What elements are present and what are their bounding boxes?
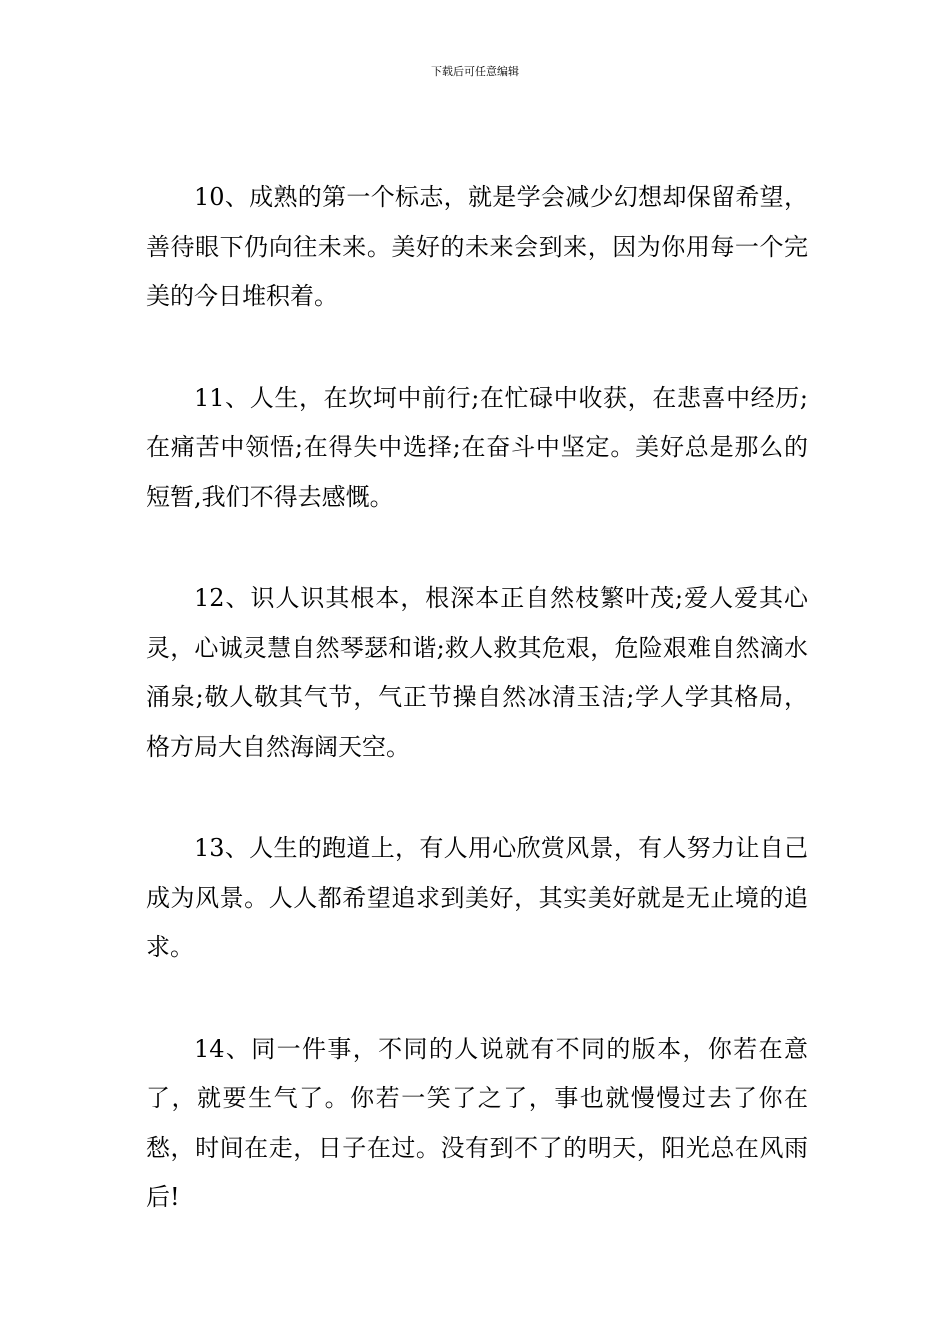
paragraph-10: 10、成熟的第一个标志，就是学会减少幻想却保留希望，善待眼下仍向往未来。美好的未来会到来，因为你用每一个完美的今日堆积着。 xyxy=(146,183,808,310)
document-body xyxy=(146,173,808,1223)
paragraph-12: 12、识人识其根本，根深本正自然枝繁叶茂;爱人爱其心灵，心诚灵慧自然琴瑟和谐;救人救其危艰，危险艰难自然滴水涌泉;敬人敬其气节，气正节操自然冰清玉洁;学人学其格局，格方局大自然海阔天空。 xyxy=(146,584,808,761)
paragraph-13: 13、人生的跑道上，有人用心欣赏风景，有人努力让自己成为风景。人人都希望追求到美好，其实美好就是无止境的追求。 xyxy=(146,834,808,961)
page-header: 下载后可任意编辑 xyxy=(431,65,519,78)
paragraph-11: 11、人生，在坎坷中前行;在忙碌中收获，在悲喜中经历;在痛苦中领悟;在得失中选择;在奋斗中坚定。美好总是那么的短暂,我们不得去感慨。 xyxy=(146,383,808,511)
paragraph-14: 14、同一件事，不同的人说就有不同的版本，你若在意了，就要生气了。你若一笑了之了，事也就慢慢过去了你在愁，时间在走，日子在过。没有到不了的明天，阳光总在风雨后! xyxy=(146,1034,808,1211)
